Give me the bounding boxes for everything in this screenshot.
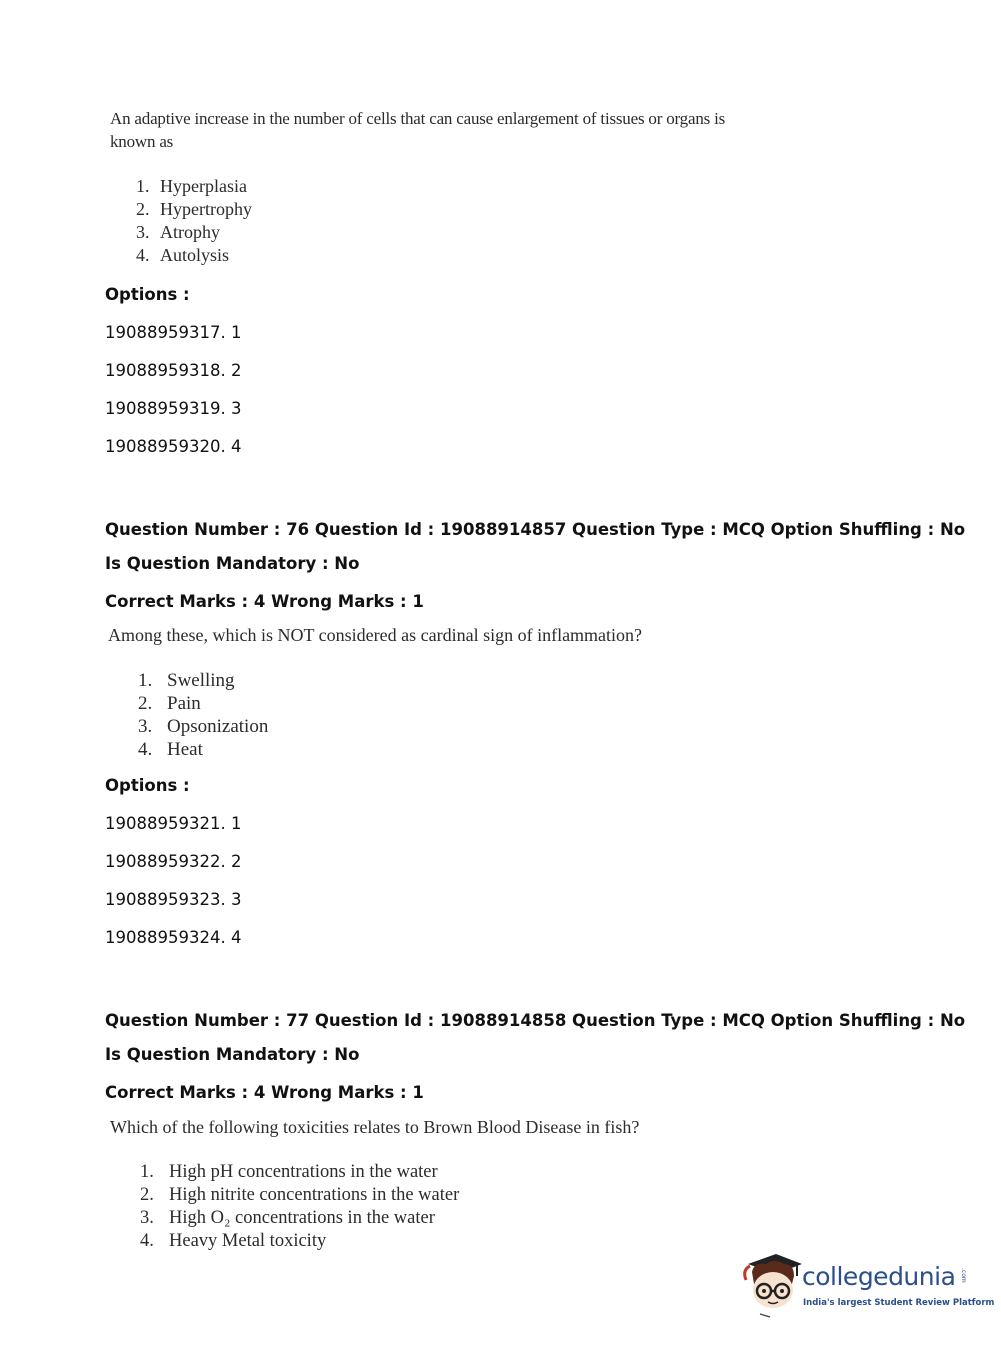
logo-tagline: India's largest Student Review Platform <box>803 1298 995 1308</box>
question-77-choices <box>140 1161 459 1253</box>
option-id: 19088959318. 2 <box>105 361 242 380</box>
option-id: 19088959320. 4 <box>105 437 242 456</box>
mascot-icon <box>742 1250 804 1320</box>
question-76-marks: Correct Marks : 4 Wrong Marks : 1 <box>105 592 424 611</box>
choice-item: 4. Heat <box>138 739 203 760</box>
question-77-text: Which of the following toxicities relates to Brown Blood Disease in fish? <box>110 1117 640 1137</box>
question-77-mandatory: Is Question Mandatory : No <box>105 1045 360 1064</box>
choice-item: 2. High nitrite concentrations in the water <box>140 1185 460 1205</box>
choice-item: 3. Opsonization <box>138 716 269 737</box>
choice-item: 1. Hyperplasia <box>136 176 247 196</box>
choice-item: 2. Pain <box>138 693 201 714</box>
choice-item: 3. Atrophy <box>136 222 220 242</box>
logo-com: .com <box>960 1268 967 1283</box>
question-75-choices <box>136 175 252 267</box>
options-label: Options : <box>105 776 190 795</box>
choice-item: 2. Hypertrophy <box>136 199 252 219</box>
choice-item: 3. High O₂ concentrations in the water <box>140 1208 435 1228</box>
choice-item: 4. Autolysis <box>136 245 230 265</box>
choice-item: 4. Heavy Metal toxicity <box>140 1231 327 1251</box>
logo-wordmark: collegedunia <box>802 1262 956 1291</box>
question-77-marks: Correct Marks : 4 Wrong Marks : 1 <box>105 1083 424 1102</box>
question-77-header: Question Number : 77 Question Id : 19088914858 Question Type : MCQ Option Shuffling : No <box>105 1011 966 1030</box>
collegedunia-logo <box>742 1250 995 1320</box>
question-76-text: Among these, which is NOT considered as cardinal sign of inflammation? <box>108 625 643 645</box>
option-id: 19088959319. 3 <box>105 399 242 418</box>
options-label: Options : <box>105 285 190 304</box>
option-id: 19088959322. 2 <box>105 852 242 871</box>
option-id: 19088959323. 3 <box>105 890 242 909</box>
option-id: 19088959321. 1 <box>105 814 242 833</box>
option-id: 19088959324. 4 <box>105 928 242 947</box>
option-id: 19088959317. 1 <box>105 323 242 342</box>
choice-item: 1. Swelling <box>138 670 235 691</box>
choice-item: 1. High pH concentrations in the water <box>140 1162 438 1182</box>
question-76-choices <box>138 669 268 761</box>
question-75-text: An adaptive increase in the number of cells that can cause enlargement of tissues or organs is known as <box>110 109 726 151</box>
question-76-mandatory: Is Question Mandatory : No <box>105 554 360 573</box>
question-76-header: Question Number : 76 Question Id : 19088914857 Question Type : MCQ Option Shuffling : No <box>105 520 966 539</box>
